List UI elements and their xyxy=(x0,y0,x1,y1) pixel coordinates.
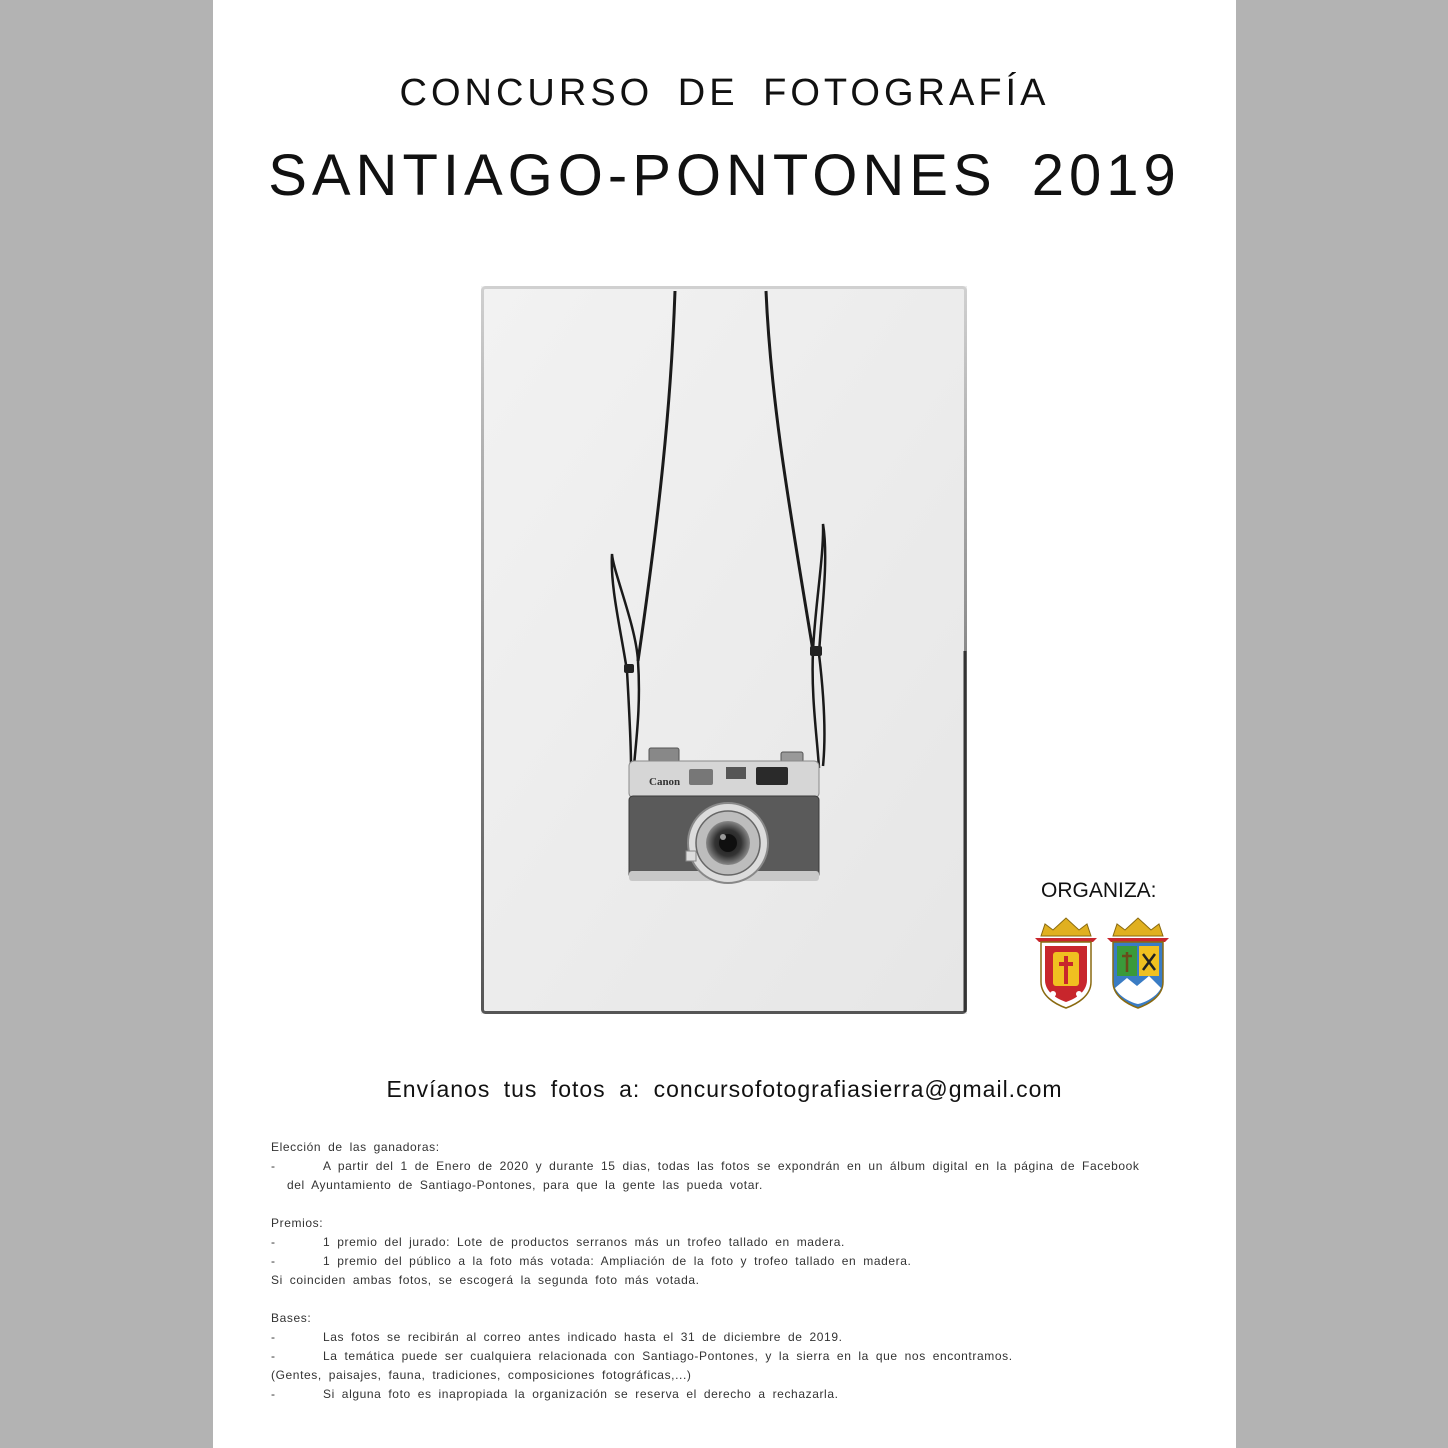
camera-photo xyxy=(481,286,967,1014)
list-dash: - xyxy=(271,1159,276,1173)
list-item-text: 1 premio del público a la foto más votada: Ampliación de la foto y trofeo tallado en madera. xyxy=(323,1254,912,1268)
list-item xyxy=(271,1347,1201,1366)
poster-page xyxy=(213,0,1236,1448)
list-dash: - xyxy=(271,1235,276,1249)
list-item-text: La temática puede ser cualquiera relacionada con Santiago-Pontones, y la sierra en la que nos encontramos. xyxy=(323,1349,1013,1363)
list-item-text: A partir del 1 de Enero de 2020 y durante 15 dias, todas las fotos se expondrán en un álbum digital en la página de Facebook xyxy=(323,1159,1140,1173)
organizer-crests xyxy=(1033,916,1173,1011)
list-item xyxy=(271,1385,1201,1404)
election-heading: Elección de las ganadoras: xyxy=(271,1140,440,1154)
contest-title: CONCURSO DE FOTOGRAFÍA xyxy=(399,72,1050,114)
contest-rules xyxy=(271,1138,1201,1404)
list-item xyxy=(271,1328,1201,1347)
list-item-text: Si alguna foto es inapropiada la organización se reserva el derecho a rechazarla. xyxy=(323,1387,839,1401)
list-item-text: Las fotos se recibirán al correo antes indicado hasta el 31 de diciembre de 2019. xyxy=(323,1330,843,1344)
camera-illustration xyxy=(481,286,967,1014)
organizer-label: ORGANIZA: xyxy=(1041,879,1157,902)
pontones-crest-icon xyxy=(1107,918,1169,1008)
prizes-note: Si coinciden ambas fotos, se escogerá la segunda foto más votada. xyxy=(271,1273,700,1287)
list-item-text: 1 premio del jurado: Lote de productos serranos más un trofeo tallado en madera. xyxy=(323,1235,845,1249)
bases-heading: Bases: xyxy=(271,1311,312,1325)
list-dash: - xyxy=(271,1349,276,1363)
camera-brand-label: Canon xyxy=(649,776,681,788)
list-dash: - xyxy=(271,1330,276,1344)
list-item-continuation: del Ayuntamiento de Santiago-Pontones, para que la gente las pueda votar. xyxy=(287,1178,763,1192)
santiago-crest-icon xyxy=(1035,918,1097,1008)
list-item xyxy=(271,1233,1201,1252)
contest-subtitle: SANTIAGO-PONTONES 2019 xyxy=(268,143,1181,208)
bases-examples: (Gentes, paisajes, fauna, tradiciones, composiciones fotográficas,...) xyxy=(271,1368,692,1382)
list-item xyxy=(271,1157,1201,1176)
prizes-heading: Premios: xyxy=(271,1216,324,1230)
submission-email: Envíanos tus fotos a: concursofotografiasierra@gmail.com xyxy=(386,1076,1063,1102)
list-dash: - xyxy=(271,1254,276,1268)
list-item xyxy=(271,1252,1201,1271)
list-dash: - xyxy=(271,1387,276,1401)
camera-body xyxy=(629,748,819,883)
